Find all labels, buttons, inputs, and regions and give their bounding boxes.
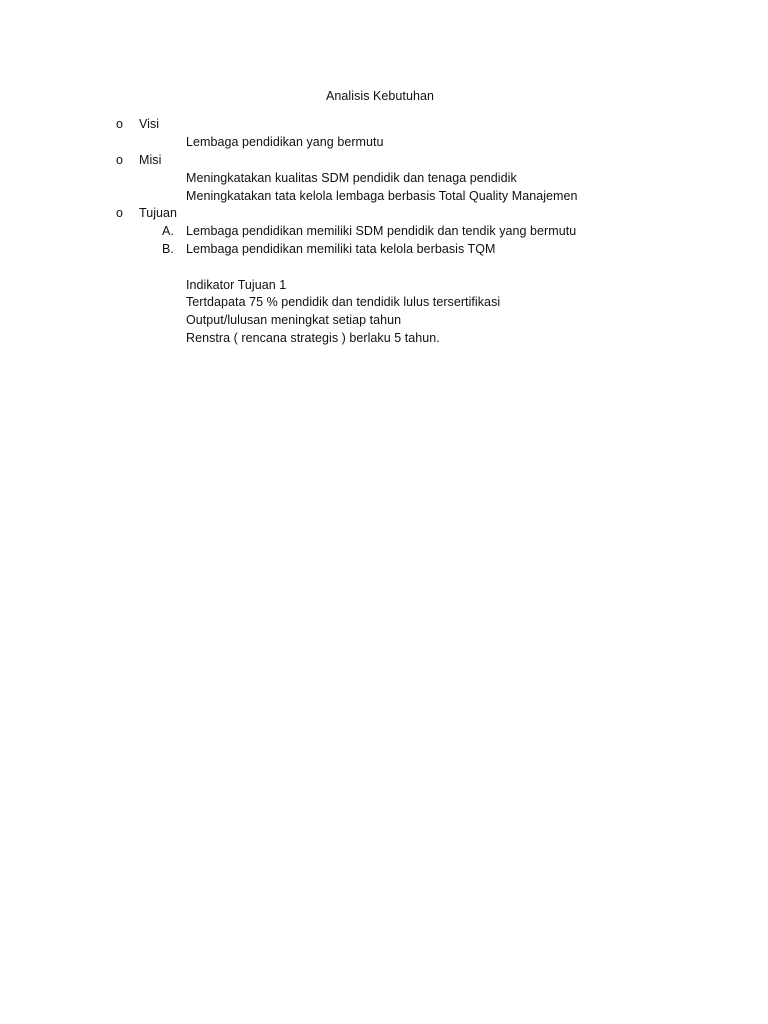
indikator-heading: Indikator Tujuan 1 xyxy=(186,278,287,292)
indikator-item-2: Output/lulusan meningkat setiap tahun xyxy=(186,313,402,327)
bullet-misi: o xyxy=(116,153,124,167)
bullet-visi: o xyxy=(116,117,124,131)
tujuan-marker-b: B. xyxy=(162,242,174,256)
tujuan-item-a: Lembaga pendidikan memiliki SDM pendidik dan tendik yang bermutu xyxy=(186,224,577,238)
misi-item-1: Meningkatakan kualitas SDM pendidik dan tenaga pendidik xyxy=(186,171,517,185)
tujuan-marker-a: A. xyxy=(162,224,174,238)
tujuan-item-b: Lembaga pendidikan memiliki tata kelola berbasis TQM xyxy=(186,242,496,256)
section-heading-tujuan: Tujuan xyxy=(139,206,178,220)
visi-item: Lembaga pendidikan yang bermutu xyxy=(186,135,384,149)
indikator-item-3: Renstra ( rencana strategis ) berlaku 5 tahun. xyxy=(186,331,440,345)
misi-item-2: Meningkatakan tata kelola lembaga berbasis Total Quality Manajemen xyxy=(186,189,578,203)
page-title: Analisis Kebutuhan xyxy=(326,89,434,103)
section-heading-misi: Misi xyxy=(139,153,162,167)
section-heading-visi: Visi xyxy=(139,117,160,131)
indikator-item-1: Tertdapata 75 % pendidik dan tendidik lulus tersertifikasi xyxy=(186,295,501,309)
bullet-tujuan: o xyxy=(116,206,124,220)
